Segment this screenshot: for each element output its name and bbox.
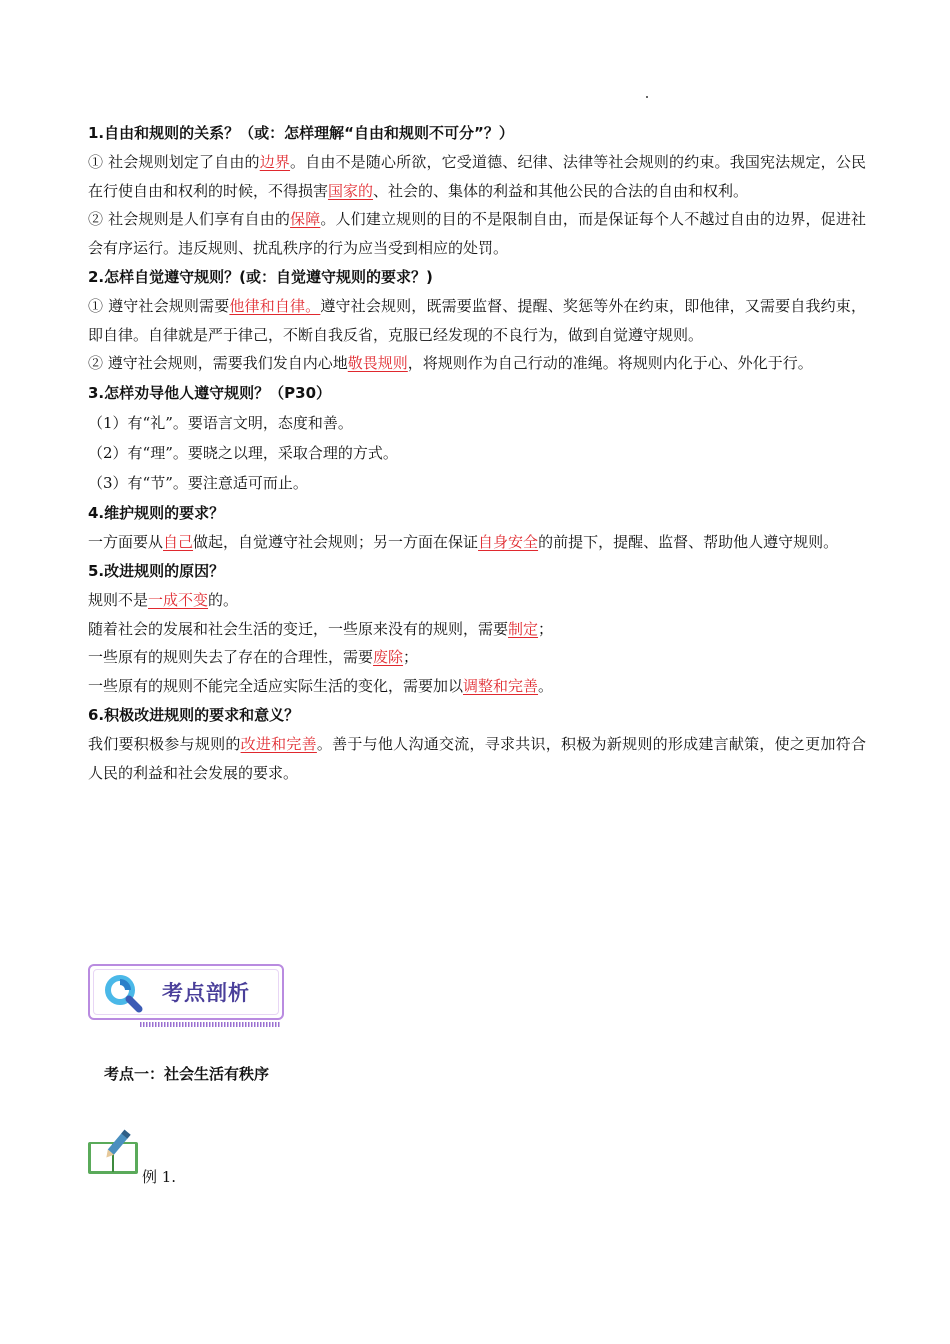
page-dot xyxy=(646,96,648,98)
book-pencil-icon xyxy=(86,1128,142,1176)
q2-paragraph-2: ② 遵守社会规则，需要我们发自内心地敬畏规则，将规则作为自己行动的准绳。将规则内化于心、外化于行。 xyxy=(88,354,813,372)
q3-item-1: （1）有“礼”。要语言文明，态度和善。 xyxy=(88,413,353,432)
section-banner xyxy=(88,964,286,1028)
q1-title: 1.自由和规则的关系？（或：怎样理解“自由和规则不可分”？） xyxy=(88,124,514,142)
banner-ticks xyxy=(140,1022,280,1027)
magnifier-icon xyxy=(102,972,144,1014)
q5-line-3: 一些原有的规则失去了存在的合理性，需要废除； xyxy=(88,648,419,666)
q1-paragraph-1: ① 社会规则划定了自由的边界。自由不是随心所欲，它受道德、纪律、法律等社会规则的约束。我国宪法规定，公民在行使自由和权利的时候，不得损害国家的、社会的、集体的利益和其他公民的合法的自由和权利。 xyxy=(88,153,866,200)
q6-title: 6.积极改进规则的要求和意义？ xyxy=(88,706,300,724)
example-label: 例 1. xyxy=(142,1168,177,1186)
notes-content xyxy=(88,118,866,787)
banner-title: 考点剖析 xyxy=(162,981,250,1005)
q1-paragraph-2: ② 社会规则是人们享有自由的保障。人们建立规则的目的不是限制自由，而是保证每个人不越过自由的边界，促进社会有序运行。违反规则、扰乱秩序的行为应当受到相应的处罚。 xyxy=(88,210,866,257)
q3-title: 3.怎样劝导他人遵守规则？（P30） xyxy=(88,383,332,402)
q2-title: 2.怎样自觉遵守规则？(或：自觉遵守规则的要求？) xyxy=(88,268,433,286)
q2-paragraph-1: ① 遵守社会规则需要他律和自律。遵守社会规则，既需要监督、提醒、奖惩等外在约束，即他律，又需要自我约束，即自律。自律就是严于律己，不断自我反省，克服已经发现的不良行为，做到自觉遵守规则。 xyxy=(88,297,866,344)
q4-title: 4.维护规则的要求？ xyxy=(88,503,225,522)
q3-item-2: （2）有“理”。要晓之以理，采取合理的方式。 xyxy=(88,443,398,462)
q5-line-2: 随着社会的发展和社会生活的变迁，一些原来没有的规则，需要制定； xyxy=(88,619,554,638)
section-title: 考点一：社会生活有秩序 xyxy=(104,1065,270,1083)
q6-paragraph: 我们要积极参与规则的改进和完善。善于与他人沟通交流，寻求共识，积极为新规则的形成建言献策，使之更加符合人民的利益和社会发展的要求。 xyxy=(88,735,866,782)
q5-line-4: 一些原有的规则不能完全适应实际生活的变化，需要加以调整和完善。 xyxy=(88,676,554,695)
q4-paragraph: 一方面要从自己做起，自觉遵守社会规则；另一方面在保证自身安全的前提下，提醒、监督、帮助他人遵守规则。 xyxy=(88,532,839,551)
q5-title: 5.改进规则的原因？ xyxy=(88,562,225,580)
q5-line-1: 规则不是一成不变的。 xyxy=(88,591,239,609)
q3-item-3: （3）有“节”。要注意适可而止。 xyxy=(88,473,308,492)
